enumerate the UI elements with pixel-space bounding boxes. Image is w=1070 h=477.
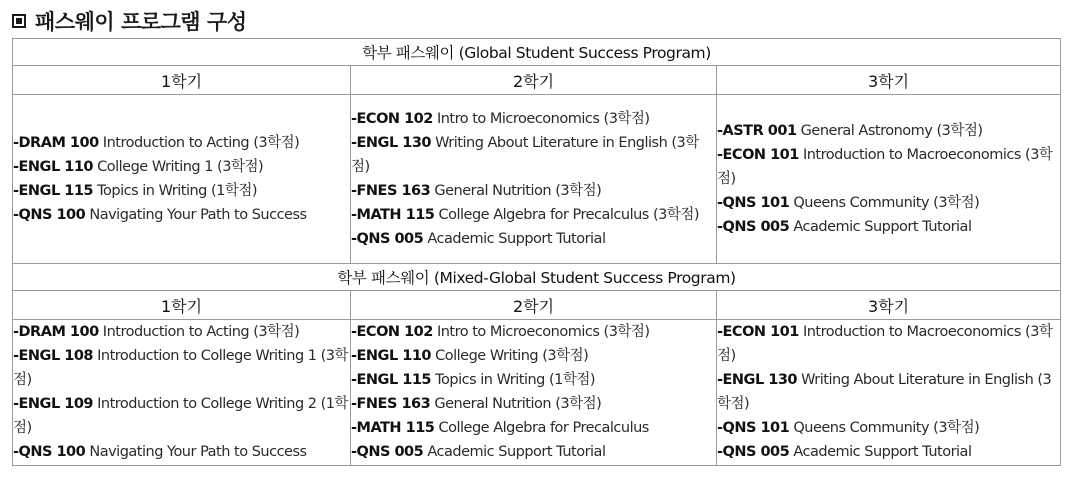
course-item: [717, 119, 1060, 143]
course-item: [13, 320, 350, 344]
course-description: General Nutrition (3학점): [434, 396, 602, 412]
course-code: -DRAM 100: [13, 135, 99, 151]
course-code: -QNS 005: [717, 444, 790, 460]
course-item: [351, 440, 716, 464]
semester-header: 3학기: [717, 66, 1061, 95]
course-item: [717, 368, 1060, 416]
square-bullet-icon: [12, 14, 26, 28]
course-code: -FNES 163: [351, 396, 431, 412]
course-code: -QNS 101: [717, 195, 790, 211]
course-code: -QNS 005: [351, 231, 424, 247]
course-description: College Algebra for Precalculus: [438, 420, 649, 436]
course-item: [717, 416, 1060, 440]
course-code: -ENGL 109: [13, 396, 94, 412]
course-list: [13, 320, 351, 466]
course-code: -ENGL 110: [351, 348, 432, 364]
page-title: [12, 7, 246, 35]
course-description: Introduction to Macroeconomics (3학점): [717, 324, 1053, 364]
course-code: -MATH 115: [351, 207, 435, 223]
course-item: [717, 143, 1060, 191]
course-description: College Writing 1 (3학점): [97, 159, 264, 175]
course-code: -FNES 163: [351, 183, 431, 199]
course-code: -ECON 102: [351, 111, 433, 127]
course-description: Academic Support Tutorial: [427, 231, 606, 247]
page-title-text: 패스웨이 프로그램 구성: [35, 10, 247, 34]
course-item: [13, 179, 350, 203]
course-description: General Nutrition (3학점): [434, 183, 602, 199]
course-description: College Writing (3학점): [435, 348, 589, 364]
course-description: Introduction to College Writing 1 (3학점): [13, 348, 349, 388]
course-item: [13, 392, 350, 440]
course-code: -QNS 005: [717, 219, 790, 235]
course-description: Writing About Literature in English (3학점): [351, 135, 699, 175]
course-description: Introduction to Macroeconomics (3학점): [717, 147, 1053, 187]
course-item: [351, 392, 716, 416]
course-code: -ENGL 108: [13, 348, 94, 364]
course-item: [351, 179, 716, 203]
course-code: -ECON 102: [351, 324, 433, 340]
course-item: [351, 344, 716, 368]
course-description: Topics in Writing (1학점): [97, 183, 258, 199]
course-description: General Astronomy (3학점): [800, 123, 983, 139]
semester-header: 1학기: [13, 66, 351, 95]
course-description: Navigating Your Path to Success: [89, 444, 307, 460]
course-description: Writing About Literature in English (3학점): [717, 372, 1052, 412]
course-item: [351, 416, 716, 440]
course-description: Navigating Your Path to Success: [89, 207, 307, 223]
course-item: [13, 155, 350, 179]
course-item: [13, 440, 350, 464]
course-description: Topics in Writing (1학점): [435, 372, 596, 388]
program-table: [12, 38, 1061, 466]
course-code: -MATH 115: [351, 420, 435, 436]
course-description: Academic Support Tutorial: [793, 219, 972, 235]
course-item: [13, 203, 350, 227]
course-item: [13, 344, 350, 392]
course-list: [351, 320, 717, 466]
course-description: College Algebra for Precalculus (3학점): [438, 207, 700, 223]
section-title: 학부 패스웨이 (Mixed-Global Student Success Program): [13, 264, 1061, 291]
course-description: Introduction to Acting (3학점): [102, 135, 300, 151]
course-description: Academic Support Tutorial: [427, 444, 606, 460]
course-description: Intro to Microeconomics (3학점): [436, 111, 650, 127]
course-item: [717, 320, 1060, 368]
course-list: [13, 95, 351, 264]
semester-header: 2학기: [351, 66, 717, 95]
course-code: -ENGL 130: [717, 372, 798, 388]
course-description: Introduction to College Writing 2 (1학점): [13, 396, 349, 436]
course-code: -QNS 005: [351, 444, 424, 460]
course-code: -ENGL 115: [13, 183, 94, 199]
course-list: [717, 320, 1061, 466]
course-item: [351, 107, 716, 131]
course-item: [717, 191, 1060, 215]
course-item: [351, 368, 716, 392]
course-item: [717, 215, 1060, 239]
course-description: Introduction to Acting (3학점): [102, 324, 300, 340]
course-description: Queens Community (3학점): [793, 195, 980, 211]
section-title: 학부 패스웨이 (Global Student Success Program): [13, 39, 1061, 66]
course-code: -QNS 101: [717, 420, 790, 436]
course-code: -QNS 100: [13, 444, 86, 460]
course-code: -ENGL 130: [351, 135, 432, 151]
course-item: [717, 440, 1060, 464]
course-item: [351, 131, 716, 179]
course-list: [717, 95, 1061, 264]
semester-header: 1학기: [13, 291, 351, 320]
course-item: [351, 227, 716, 251]
course-code: -QNS 100: [13, 207, 86, 223]
course-code: -ENGL 110: [13, 159, 94, 175]
semester-header: 2학기: [351, 291, 717, 320]
course-item: [351, 320, 716, 344]
course-item: [13, 131, 350, 155]
semester-header: 3학기: [717, 291, 1061, 320]
course-code: -ECON 101: [717, 324, 799, 340]
course-list: [351, 95, 717, 264]
course-code: -ENGL 115: [351, 372, 432, 388]
course-description: Intro to Microeconomics (3학점): [436, 324, 650, 340]
course-code: -ECON 101: [717, 147, 799, 163]
course-description: Academic Support Tutorial: [793, 444, 972, 460]
course-item: [351, 203, 716, 227]
course-code: -ASTR 001: [717, 123, 797, 139]
course-description: Queens Community (3학점): [793, 420, 980, 436]
course-code: -DRAM 100: [13, 324, 99, 340]
